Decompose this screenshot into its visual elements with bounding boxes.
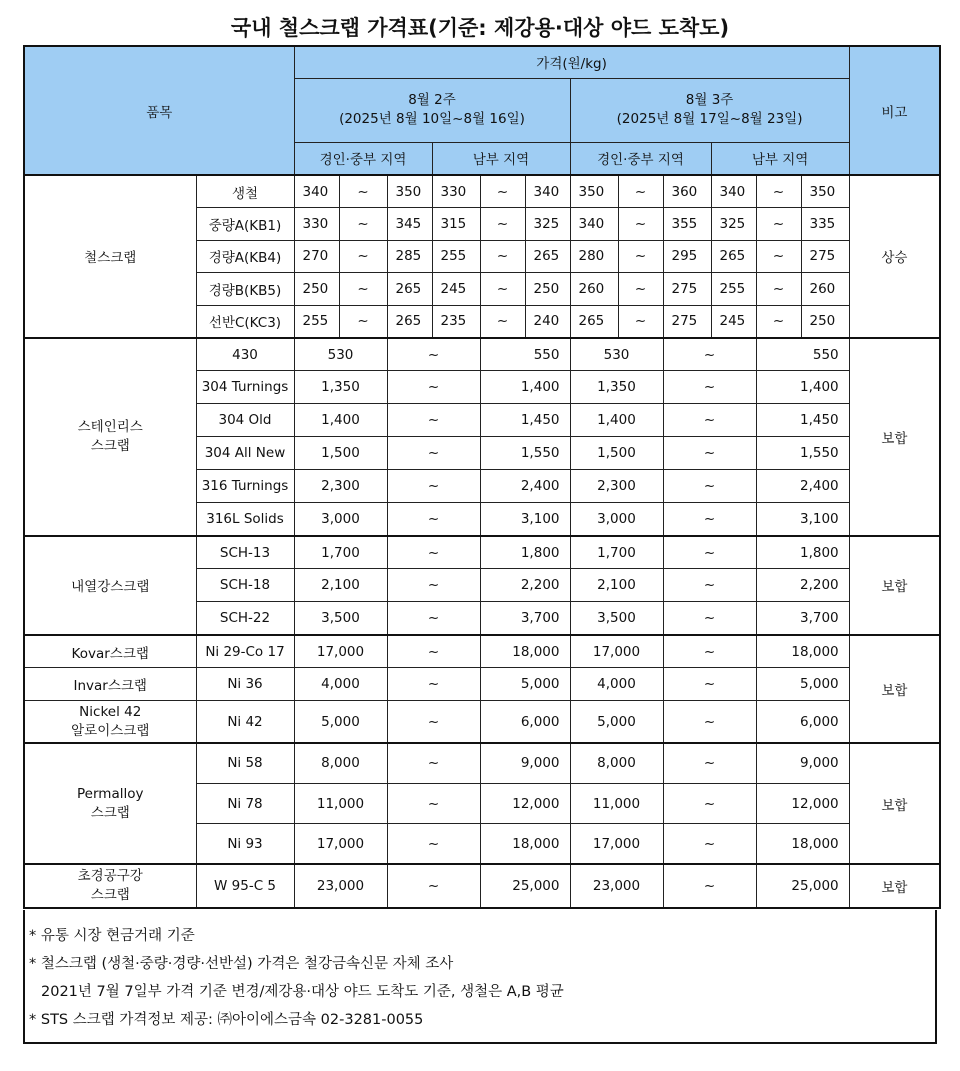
price-low: 340 (570, 208, 618, 241)
price-low: 4,000 (294, 668, 387, 701)
tilde: ~ (618, 305, 663, 338)
price-high: 325 (525, 208, 570, 241)
tilde: ~ (756, 273, 801, 306)
price-low: 17,000 (570, 635, 663, 668)
price-low: 270 (294, 240, 339, 273)
header-region-south-w1: 남부 지역 (432, 142, 570, 175)
price-high: 350 (801, 175, 849, 208)
footnote: * 철스크랩 (생철·중량·경량·선반설) 가격은 철강금속신문 자체 조사 (29, 956, 454, 972)
tilde: ~ (387, 743, 480, 784)
item-name: Ni 78 (196, 783, 294, 824)
group-label-line: 스크랩 (90, 437, 130, 454)
item-name: 경량B(KB5) (196, 273, 294, 306)
price-high: 345 (387, 208, 432, 241)
price-high: 1,400 (756, 371, 849, 404)
price-low: 340 (294, 175, 339, 208)
tilde: ~ (618, 240, 663, 273)
table-row (24, 338, 940, 371)
item-name: 304 Old (196, 404, 294, 437)
tilde: ~ (480, 208, 525, 241)
tilde: ~ (756, 240, 801, 273)
price-low: 5,000 (294, 701, 387, 743)
price-high: 12,000 (756, 783, 849, 824)
item-name: 중량A(KB1) (196, 208, 294, 241)
price-low: 2,300 (294, 470, 387, 503)
header-region-central-w1: 경인·중부 지역 (294, 142, 432, 175)
tilde: ~ (663, 668, 756, 701)
tilde: ~ (387, 470, 480, 503)
price-low: 340 (711, 175, 756, 208)
price-low: 8,000 (294, 743, 387, 784)
remark-alloy: 보합 (849, 635, 940, 743)
page-title: 국내 철스크랩 가격표(기준: 제강용·대상 야드 도착도) (230, 16, 730, 40)
tilde: ~ (480, 273, 525, 306)
price-low: 350 (570, 175, 618, 208)
tilde: ~ (663, 404, 756, 437)
tilde: ~ (339, 240, 387, 273)
tilde: ~ (663, 569, 756, 602)
week-2-label: 8월 3주 (685, 92, 734, 108)
table-row (24, 701, 940, 743)
price-low: 5,000 (570, 701, 663, 743)
group-label-line: 초경공구강 (77, 868, 143, 885)
price-high: 265 (525, 240, 570, 273)
price-high: 12,000 (480, 783, 570, 824)
price-low: 2,300 (570, 470, 663, 503)
price-high: 18,000 (756, 635, 849, 668)
item-name: 430 (196, 338, 294, 371)
item-name: 316L Solids (196, 503, 294, 536)
tilde: ~ (387, 602, 480, 635)
remark-tool-steel: 보합 (849, 864, 940, 908)
item-name: Ni 58 (196, 743, 294, 784)
price-low: 245 (432, 273, 480, 306)
price-low: 17,000 (294, 824, 387, 865)
price-low: 2,100 (294, 569, 387, 602)
tilde: ~ (339, 273, 387, 306)
group-stainless (24, 338, 196, 536)
price-high: 265 (387, 273, 432, 306)
price-high: 250 (801, 305, 849, 338)
table-row (24, 175, 940, 208)
price-high: 2,400 (480, 470, 570, 503)
price-high: 340 (525, 175, 570, 208)
header-week-2 (570, 78, 849, 142)
price-low: 1,400 (570, 404, 663, 437)
tilde: ~ (387, 536, 480, 569)
tilde: ~ (387, 569, 480, 602)
item-name: SCH-13 (196, 536, 294, 569)
group-label-line: Nickel 42 (79, 703, 142, 720)
header-remark: 비고 (849, 46, 940, 175)
tilde: ~ (618, 208, 663, 241)
price-high: 285 (387, 240, 432, 273)
price-low: 1,500 (570, 437, 663, 470)
price-high: 355 (663, 208, 711, 241)
group-label-line: Permalloy (77, 785, 144, 802)
price-table (23, 45, 941, 909)
group-permalloy (24, 743, 196, 865)
price-high: 1,450 (480, 404, 570, 437)
item-name: 304 Turnings (196, 371, 294, 404)
tilde: ~ (387, 701, 480, 743)
tilde: ~ (480, 240, 525, 273)
price-high: 18,000 (480, 635, 570, 668)
item-name: 경량A(KB4) (196, 240, 294, 273)
price-low: 530 (570, 338, 663, 371)
table-row (24, 743, 940, 784)
tilde: ~ (339, 208, 387, 241)
tilde: ~ (387, 824, 480, 865)
tilde: ~ (480, 305, 525, 338)
header-region-central-w2: 경인·중부 지역 (570, 142, 711, 175)
table-row (24, 864, 940, 908)
tilde: ~ (756, 175, 801, 208)
price-low: 235 (432, 305, 480, 338)
table-row (24, 668, 940, 701)
price-high: 1,550 (480, 437, 570, 470)
price-low: 17,000 (570, 824, 663, 865)
price-low: 17,000 (294, 635, 387, 668)
price-high: 1,800 (480, 536, 570, 569)
group-tool-steel (24, 864, 196, 908)
tilde: ~ (663, 437, 756, 470)
item-name: 316 Turnings (196, 470, 294, 503)
item-name: 생철 (196, 175, 294, 208)
group-label-line: 스크랩 (90, 804, 130, 821)
item-name: 304 All New (196, 437, 294, 470)
price-high: 5,000 (756, 668, 849, 701)
price-high: 25,000 (756, 864, 849, 908)
week-1-range: (2025년 8월 10일~8월 16일) (339, 111, 525, 127)
header-price-unit: 가격(원/kg) (294, 46, 849, 78)
price-low: 3,500 (294, 602, 387, 635)
tilde: ~ (663, 338, 756, 371)
price-high: 265 (387, 305, 432, 338)
tilde: ~ (618, 273, 663, 306)
price-high: 5,000 (480, 668, 570, 701)
week-1-label: 8월 2주 (408, 92, 456, 108)
price-high: 9,000 (480, 743, 570, 784)
tilde: ~ (339, 175, 387, 208)
tilde: ~ (663, 371, 756, 404)
price-low: 250 (294, 273, 339, 306)
header-region-south-w2: 남부 지역 (711, 142, 849, 175)
price-high: 1,400 (480, 371, 570, 404)
group-heat-resistant: 내열강스크랩 (24, 536, 196, 635)
item-name: Ni 42 (196, 701, 294, 743)
price-low: 530 (294, 338, 387, 371)
footnote: * 유통 시장 현금거래 기준 (29, 928, 195, 944)
group-alloy: Kovar스크랩 (24, 635, 196, 668)
tilde: ~ (387, 668, 480, 701)
tilde: ~ (387, 371, 480, 404)
price-low: 255 (294, 305, 339, 338)
price-low: 280 (570, 240, 618, 273)
tilde: ~ (387, 437, 480, 470)
remark-heat-resistant: 보합 (849, 536, 940, 635)
group-alloy (24, 701, 196, 743)
price-low: 255 (432, 240, 480, 273)
footnote: * STS 스크랩 가격정보 제공: ㈜아이에스금속 02-3281-0055 (29, 1012, 424, 1028)
price-high: 2,400 (756, 470, 849, 503)
price-low: 325 (711, 208, 756, 241)
item-name: Ni 36 (196, 668, 294, 701)
price-low: 1,350 (570, 371, 663, 404)
item-name: Ni 29-Co 17 (196, 635, 294, 668)
price-high: 3,700 (756, 602, 849, 635)
price-high: 3,100 (480, 503, 570, 536)
tilde: ~ (339, 305, 387, 338)
price-low: 330 (432, 175, 480, 208)
price-low: 265 (570, 305, 618, 338)
price-low: 265 (711, 240, 756, 273)
tilde: ~ (663, 470, 756, 503)
price-low: 1,700 (294, 536, 387, 569)
price-high: 18,000 (756, 824, 849, 865)
tilde: ~ (387, 783, 480, 824)
price-low: 245 (711, 305, 756, 338)
tilde: ~ (663, 701, 756, 743)
tilde: ~ (387, 635, 480, 668)
price-high: 550 (756, 338, 849, 371)
price-low: 330 (294, 208, 339, 241)
price-high: 2,200 (756, 569, 849, 602)
price-high: 1,800 (756, 536, 849, 569)
tilde: ~ (387, 404, 480, 437)
remark-ferrous: 상승 (849, 175, 940, 338)
tilde: ~ (663, 824, 756, 865)
price-low: 255 (711, 273, 756, 306)
tilde: ~ (663, 536, 756, 569)
group-alloy: Invar스크랩 (24, 668, 196, 701)
header-week-1 (294, 78, 570, 142)
price-low: 1,500 (294, 437, 387, 470)
price-high: 335 (801, 208, 849, 241)
price-low: 260 (570, 273, 618, 306)
table-row (24, 635, 940, 668)
price-high: 275 (663, 273, 711, 306)
item-name: 선반C(KC3) (196, 305, 294, 338)
tilde: ~ (663, 783, 756, 824)
tilde: ~ (663, 864, 756, 908)
price-high: 550 (480, 338, 570, 371)
price-low: 1,700 (570, 536, 663, 569)
remark-stainless: 보합 (849, 338, 940, 536)
item-name: SCH-22 (196, 602, 294, 635)
remark-permalloy: 보합 (849, 743, 940, 865)
tilde: ~ (663, 503, 756, 536)
price-low: 4,000 (570, 668, 663, 701)
price-low: 3,000 (294, 503, 387, 536)
price-high: 3,100 (756, 503, 849, 536)
table-row (24, 536, 940, 569)
price-low: 3,500 (570, 602, 663, 635)
tilde: ~ (756, 305, 801, 338)
price-high: 275 (663, 305, 711, 338)
price-low: 1,350 (294, 371, 387, 404)
price-low: 2,100 (570, 569, 663, 602)
price-high: 3,700 (480, 602, 570, 635)
price-low: 23,000 (294, 864, 387, 908)
item-name: Ni 93 (196, 824, 294, 865)
price-low: 1,400 (294, 404, 387, 437)
price-high: 18,000 (480, 824, 570, 865)
tilde: ~ (663, 602, 756, 635)
price-high: 295 (663, 240, 711, 273)
group-label-line: 스테인리스 (77, 418, 143, 435)
tilde: ~ (618, 175, 663, 208)
price-high: 260 (801, 273, 849, 306)
price-high: 240 (525, 305, 570, 338)
tilde: ~ (387, 503, 480, 536)
price-high: 350 (387, 175, 432, 208)
price-low: 315 (432, 208, 480, 241)
tilde: ~ (663, 743, 756, 784)
price-high: 6,000 (756, 701, 849, 743)
week-2-range: (2025년 8월 17일~8월 23일) (616, 111, 803, 127)
group-label-line: 스크랩 (90, 887, 130, 904)
price-high: 360 (663, 175, 711, 208)
price-low: 11,000 (294, 783, 387, 824)
price-high: 1,450 (756, 404, 849, 437)
price-high: 25,000 (480, 864, 570, 908)
header-item: 품목 (24, 46, 294, 175)
tilde: ~ (387, 338, 480, 371)
group-ferrous: 철스크랩 (24, 175, 196, 338)
price-low: 3,000 (570, 503, 663, 536)
price-high: 2,200 (480, 569, 570, 602)
tilde: ~ (480, 175, 525, 208)
price-low: 8,000 (570, 743, 663, 784)
item-name: SCH-18 (196, 569, 294, 602)
group-label-line: 알로이스크랩 (71, 722, 150, 739)
footnotes (23, 910, 937, 1044)
price-high: 250 (525, 273, 570, 306)
price-high: 275 (801, 240, 849, 273)
tilde: ~ (756, 208, 801, 241)
footnote: 2021년 7월 7일부 가격 기준 변경/제강용·대상 야드 도착도 기준, 생철은 A,B 평균 (41, 984, 564, 1000)
item-name: W 95-C 5 (196, 864, 294, 908)
price-low: 11,000 (570, 783, 663, 824)
tilde: ~ (387, 864, 480, 908)
price-low: 23,000 (570, 864, 663, 908)
price-high: 6,000 (480, 701, 570, 743)
price-high: 9,000 (756, 743, 849, 784)
price-high: 1,550 (756, 437, 849, 470)
tilde: ~ (663, 635, 756, 668)
